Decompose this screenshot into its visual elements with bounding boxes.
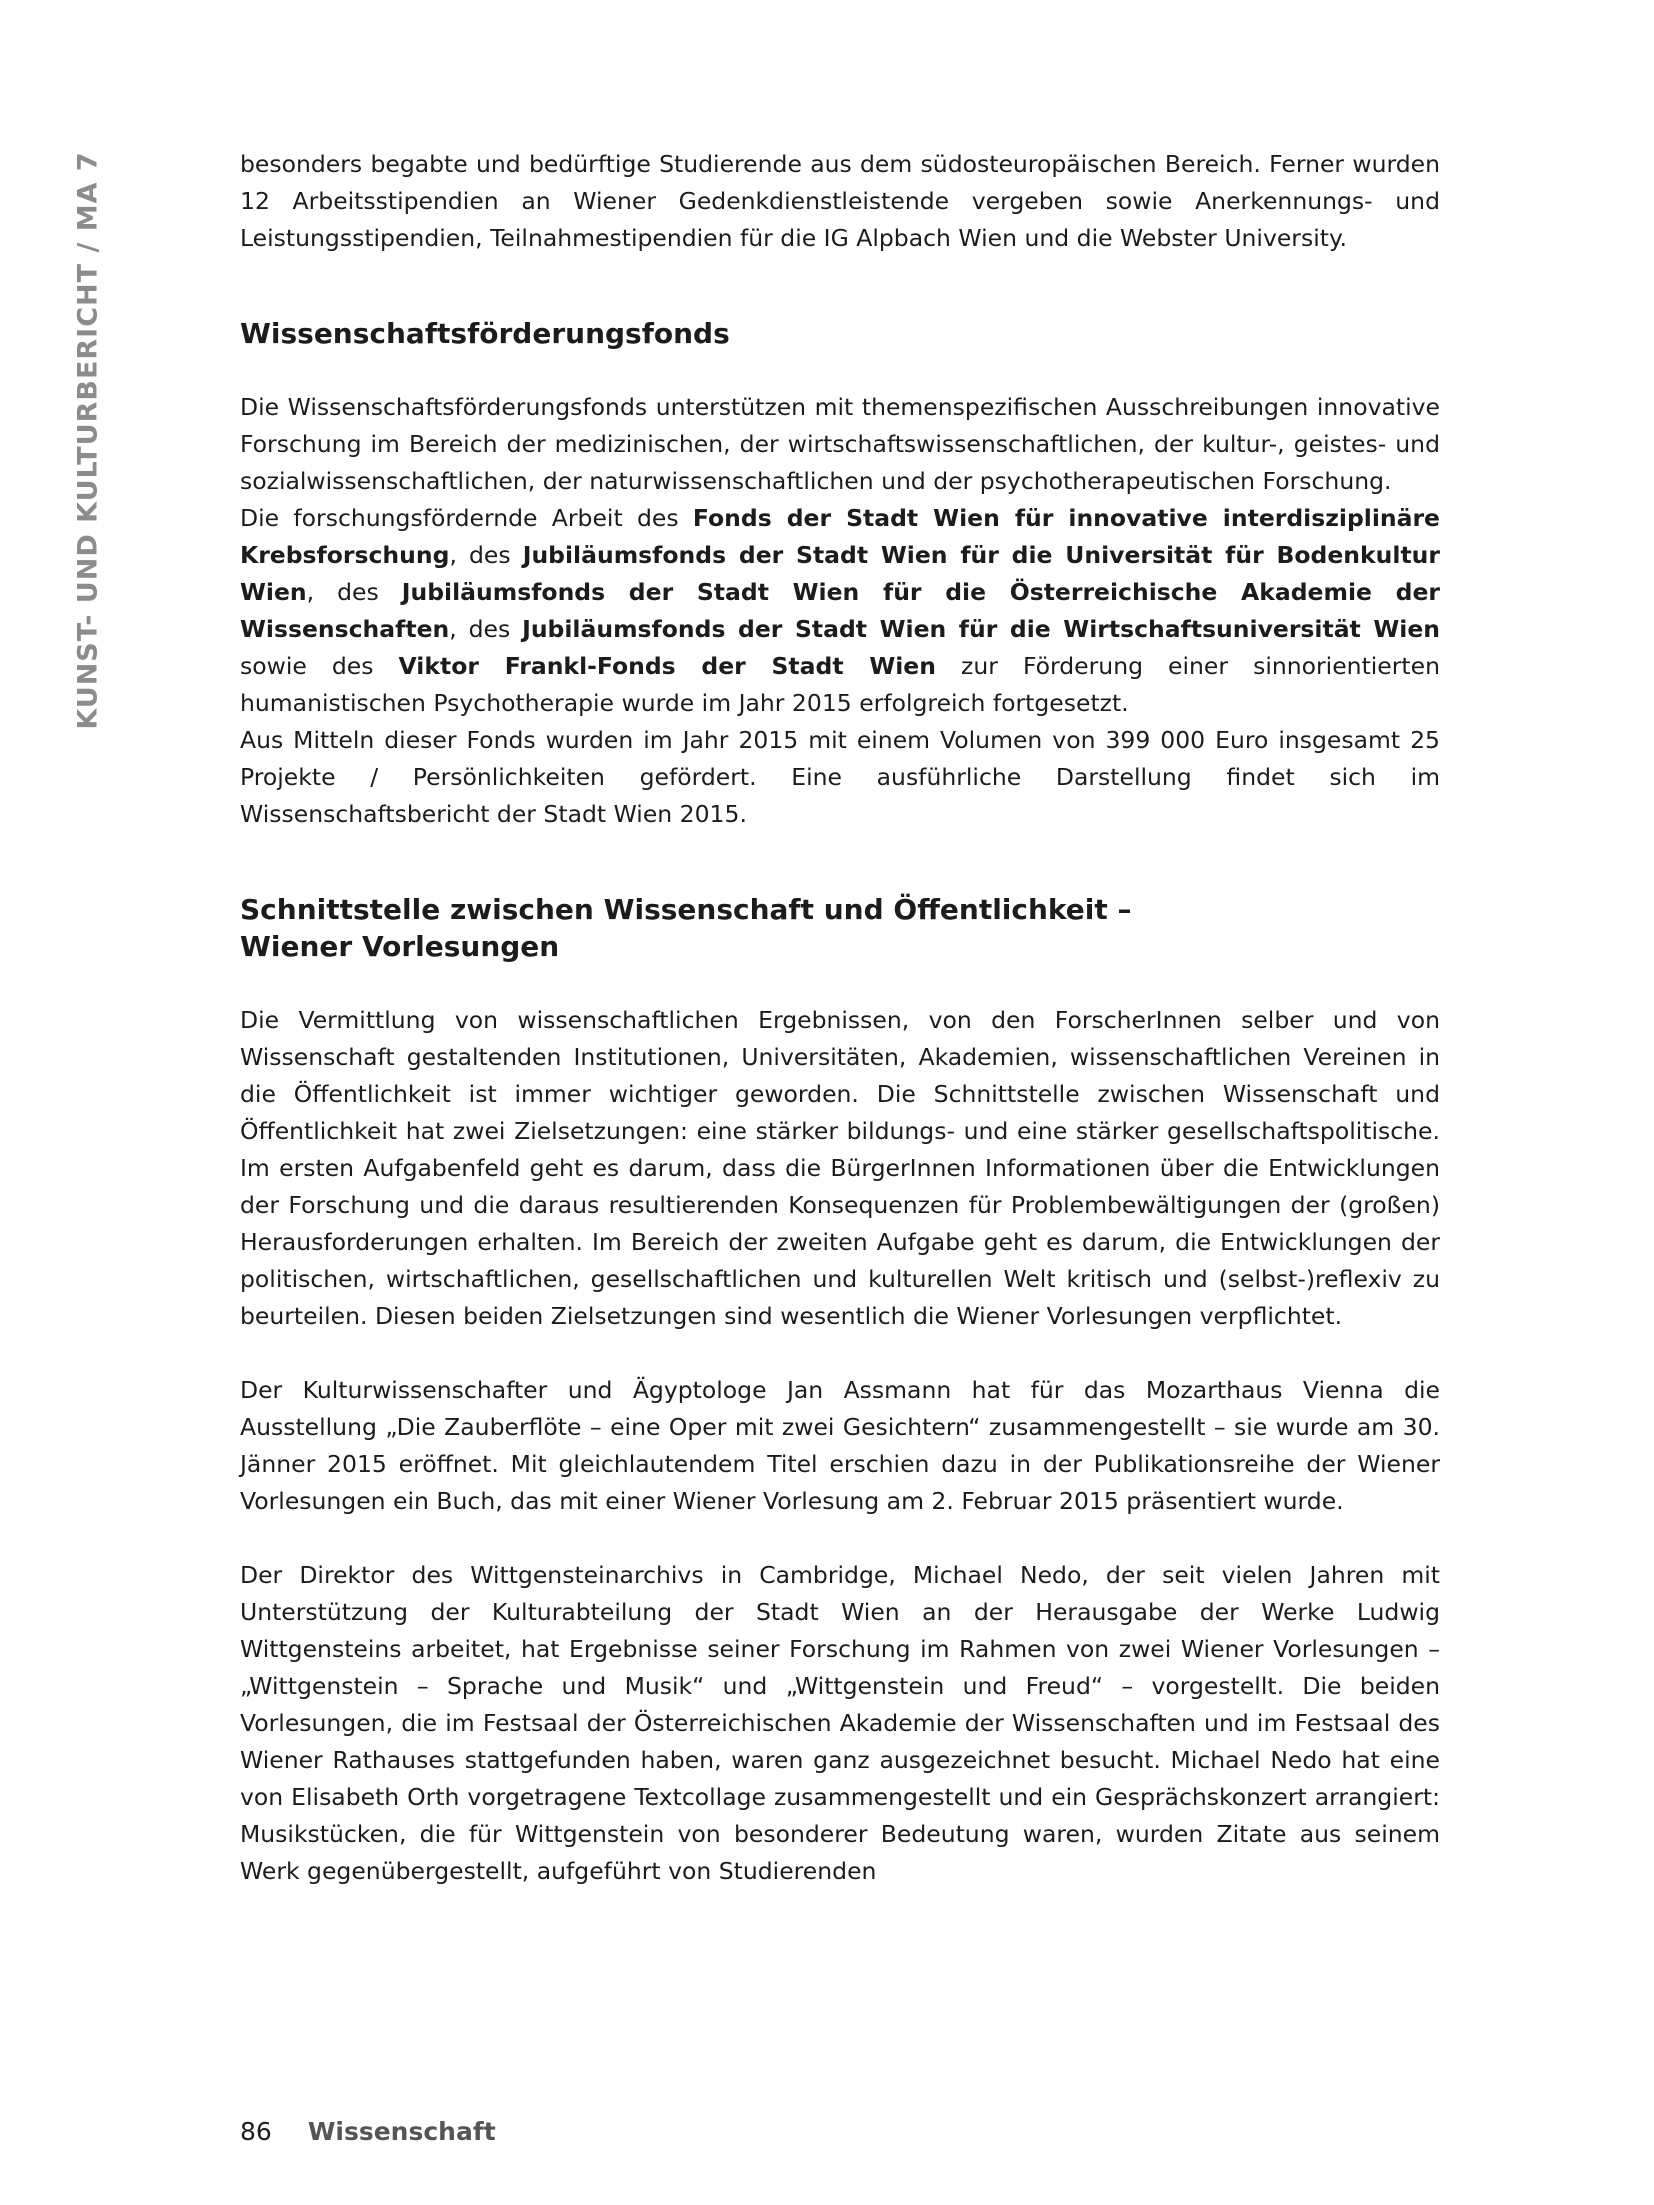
text-run: , des	[306, 578, 402, 606]
text-run: Die forschungsfördernde Arbeit des	[240, 504, 693, 532]
section-heading-wissenschaftsfoerderungsfonds: Wissenschaftsförderungsfonds	[240, 317, 730, 350]
section2-paragraph-2: Der Kulturwissenschafter und Ägyptologe Jan Assmann hat für das Mozarthaus Vienna die Ausstellung „Die Zauberflöte – eine Oper mit zwei Gesichtern“ zusammengestellt – sie wurde am 30. Jänner 2015 eröffnet. Mit gleichlautendem Titel erschien dazu in der Publikationsreihe der Wiener Vorlesungen ein Buch, das mit einer Wiener Vorlesung am 2. Februar 2015 präsentiert wurde.	[240, 1376, 1440, 1515]
section2-paragraph-3: Der Direktor des Wittgensteinarchivs in Cambridge, Michael Nedo, der seit vielen Jahren mit Unterstützung der Kulturabteilung der Stadt Wien an der Herausgabe der Werke Ludwig Wittgensteins arbeitet, hat Ergebnisse seiner Forschung im Rahmen von zwei Wiener Vorlesungen – „Wittgenstein – Sprache und Musik“ und „Wittgenstein und Freud“ – vorgestellt. Die beiden Vorlesungen, die im Festsaal der Österreichischen Akademie der Wissenschaften und im Festsaal des Wiener Rathauses stattgefunden haben, waren ganz ausgezeichnet besucht. Michael Nedo hat eine von Elisabeth Orth vorgetragene Textcollage zusammengestellt und ein Gesprächskonzert arrangiert: Musikstücken, die für Wittgenstein von besonderer Bedeutung waren, wurden Zitate aus seinem Werk gegenübergestellt, aufgeführt von Studierenden	[240, 1561, 1440, 1885]
text-run: , des	[449, 541, 523, 569]
fund-name-bodenkultur: Jubiläumsfonds der Stadt Wien für die Universität für Bodenkultur Wien	[240, 541, 1441, 606]
page-number: 86	[240, 2117, 272, 2146]
text-run: zur Förderung einer sinnorientierten humanistischen Psychotherapie wurde im Jahr 2015 erfolgreich fortgesetzt.	[240, 652, 1440, 717]
section1-paragraph-1: Die Wissenschaftsförderungsfonds unterstützen mit themenspezifischen Ausschreibungen innovative Forschung im Bereich der medizinischen, der wirtschaftswissenschaftlichen, der kultur-, geistes- und sozialwissenschaftlichen, der naturwissenschaftlichen und der psychotherapeutischen Forschung.	[240, 393, 1440, 495]
side-running-title	[68, 140, 108, 740]
section1-paragraph-3: Aus Mitteln dieser Fonds wurden im Jahr 2015 mit einem Volumen von 399 000 Euro insgesamt 25 Projekte / Persönlichkeiten gefördert. Eine ausführliche Darstellung findet sich im Wissenschaftsbericht der Stadt Wien 2015.	[240, 726, 1440, 828]
page-content	[240, 146, 1440, 1890]
fund-name-krebsforschung: Fonds der Stadt Wien für innovative interdisziplinäre Krebsforschung	[240, 504, 1440, 569]
heading-line-1: Schnittstelle zwischen Wissenschaft und Öffentlichkeit –	[240, 893, 1132, 926]
intro-paragraph: besonders begabte und bedürftige Studierende aus dem südosteuropäischen Bereich. Ferner wurden 12 Arbeitsstipendien an Wiener Gedenkdienstleistende vergeben sowie Anerkennungs- und Leistungsstipendien, Teilnahmestipendien für die IG Alpbach Wien und die Webster University.	[240, 150, 1440, 252]
footer-section-name: Wissenschaft	[307, 2117, 496, 2146]
page-footer	[240, 2115, 496, 2149]
heading-line-2: Wiener Vorlesungen	[240, 930, 560, 963]
section-heading-schnittstelle	[240, 891, 1440, 965]
side-running-title-text: KUNST- UND KULTURBERICHT / MA 7	[72, 150, 104, 730]
section2-paragraph-1: Die Vermittlung von wissenschaftlichen Ergebnissen, von den ForscherInnen selber und von Wissenschaft gestaltenden Institutionen, Universitäten, Akademien, wissenschaftlichen Vereinen in die Öffentlichkeit ist immer wichtiger geworden. Die Schnittstelle zwischen Wissenschaft und Öffentlichkeit hat zwei Zielsetzungen: eine stärker bildungs- und eine stärker gesellschaftspolitische. Im ersten Aufgabenfeld geht es darum, dass die BürgerInnen Informationen über die Entwicklungen der Forschung und die daraus resultierenden Konsequenzen für Problembewältigungen der (großen) Herausforderungen erhalten. Im Bereich der zweiten Aufgabe geht es darum, die Entwicklungen der politischen, wirtschaftlichen, gesellschaftlichen und kulturellen Welt kritisch und (selbst-)reflexiv zu beurteilen. Diesen beiden Zielsetzungen sind wesentlich die Wiener Vorlesungen verpflichtet.	[240, 1006, 1440, 1330]
fund-name-viktor-frankl: Viktor Frankl-Fonds der Stadt Wien	[398, 652, 936, 680]
fund-name-akademie: Jubiläumsfonds der Stadt Wien für die Österreichische Akademie der Wissenschaften	[240, 578, 1441, 643]
fund-name-wirtschaftsuniversitaet: Jubiläumsfonds der Stadt Wien für die Wirtschaftsuniversität Wien	[522, 615, 1440, 643]
text-run: , des	[449, 615, 523, 643]
text-run: sowie des	[240, 652, 399, 680]
section1-paragraph-2	[240, 500, 1440, 722]
